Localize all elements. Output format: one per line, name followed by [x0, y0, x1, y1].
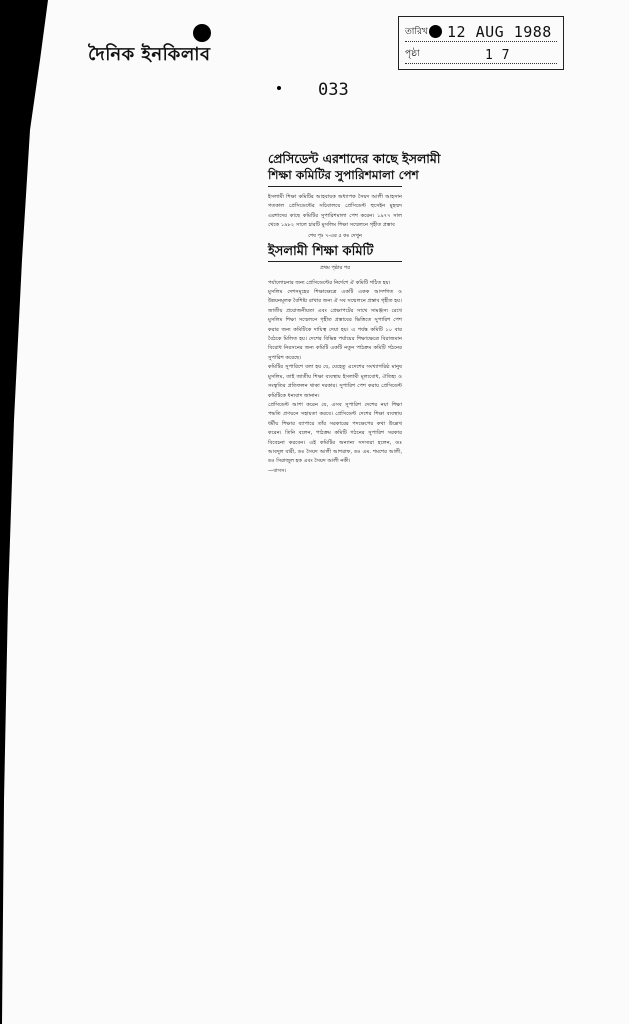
- body-paragraph: জাতীয় প্রয়োজনীয়তা এবং প্রেক্ষাপটের সাথে সামঞ্জস্য রেখে মুসলিম শিক্ষা সম্মেলনে গৃহীত প্রস্তাবের ভিত্তিতে সুপারিশ পেশ করার জন্য কমিটিকে দায়িত্ব দেয়া হয়। এ পর্যন্ত কমিটি ১০ বার বৈঠকে মিলিত হয়। দেশের বিভিন্ন পর্যায়ের শিক্ষাক্ষেত্রে বিরাজমান বিরোধ নিরসনের জন্য কমিটি একটি নতুন পাঠক্রম কমিটি গঠনের সুপারিশ করেছে।: [268, 307, 402, 361]
- stamp-page-row: [405, 45, 557, 64]
- punch-hole-mark: [193, 24, 211, 42]
- continuation-note: শেষ পৃঃ ৭-এর ৫ কঃ দেখুন: [308, 232, 362, 239]
- lead-paragraph: ইসলামী শিক্ষা কমিটির আহবায়ক অধ্যাপক সৈয়দ আলী আহসান গতকাল প্রেসিডেন্টের সচিবালয়ে প্রেসিডেন্ট হুসেইন মুহম্মদ এরশাদের কাছে কমিটির সুপারিশমালা পেশ করেন। ১৯৭৭ সাল থেকে ১৯৮২ সালে চারটি মুসলিম শিক্ষা সম্মেলনে গৃহীত প্রস্তাব: [268, 194, 402, 229]
- article-headline: [268, 150, 441, 187]
- scan-dark-edge: [0, 0, 60, 1024]
- article-lead: [268, 193, 402, 231]
- newspaper-masthead: দৈনিক ইনকিলাব: [88, 44, 211, 65]
- article-body: [268, 279, 402, 467]
- archive-page-number: 033: [318, 80, 349, 100]
- from-page-note: প্রথম পৃষ্ঠার পর: [320, 264, 350, 271]
- stamp-date-value: 12 AUG 1988: [447, 23, 552, 41]
- continuation-subhead: ইসলামী শিক্ষা কমিটি: [268, 243, 402, 262]
- stamp-ink-blot: [429, 25, 442, 38]
- ink-dot: [277, 86, 281, 90]
- body-paragraph: প্রেসিডেন্ট আশা করেন যে, এসব সুপারিশ দেশের নয়া শিক্ষা পদ্ধতি প্রণয়নে সহায়তা করবে। প্রেসিডেন্ট দেশের শিক্ষা ব্যবস্থায় ধর্মীয় শিক্ষার ব্যাপারে তাঁর সরকারের পদক্ষেপের কথা উল্লেখ করেন। তিনি বলেন, পাঠক্রম কমিটি গঠনের সুপারিশ সরকার বিবেচনা করবেন। এই কমিটির অন্যান্য সদস্যরা হলেন, ডঃ আবদুল বারী, ডঃ সৈয়দ আলী আশরাফ, ডঃ এম. শমশের আলী, ডঃ সিরাজুল হক এবং সৈয়দ আলী নকী।: [268, 401, 402, 465]
- headline-line-1: প্রেসিডেন্ট এরশাদের কাছে ইসলামী: [268, 151, 441, 166]
- news-clipping: [268, 150, 441, 476]
- headline-line-2: শিক্ষা কমিটির সুপারিশমালা পেশ: [268, 168, 419, 182]
- body-paragraph: মুসলিম দেশসমূহের শিক্ষাক্ষেত্রে একটি একক আদর্শগত ও উন্নয়নমূলক বৈশিষ্ট্য রাখার জন্য ঐ সব সম্মেলনে প্রস্তাব গৃহীত হয়।: [268, 289, 402, 305]
- date-stamp: [398, 16, 564, 70]
- stamp-date-row: [405, 23, 557, 42]
- article-signoff: —বাসস।: [268, 467, 287, 474]
- stamp-page-label: পৃষ্ঠা: [405, 49, 420, 59]
- body-paragraph: পর্যালোচনার জন্য প্রেসিডেন্টের নির্দেশে ঐ কমিটি গঠিত হয়।: [268, 279, 391, 286]
- stamp-page-value: 1 7: [485, 48, 510, 63]
- body-paragraph: কমিটির সুপারিশে বলা হয় যে, যেহেতু এদেশের সংখ্যাগরিষ্ঠ মানুষ মুসলিম, তাই জাতীয় শিক্ষা ব্যবস্থায় ইসলামী মূল্যবোধ, ঐতিহ্য ও সংস্কৃতির প্রতিফলন থাকা দরকার। সুপারিশ পেশ করায় প্রেসিডেন্ট কমিটিকে ধন্যবাদ জানান।: [268, 364, 402, 399]
- stamp-date-label: তারিখ: [405, 27, 428, 37]
